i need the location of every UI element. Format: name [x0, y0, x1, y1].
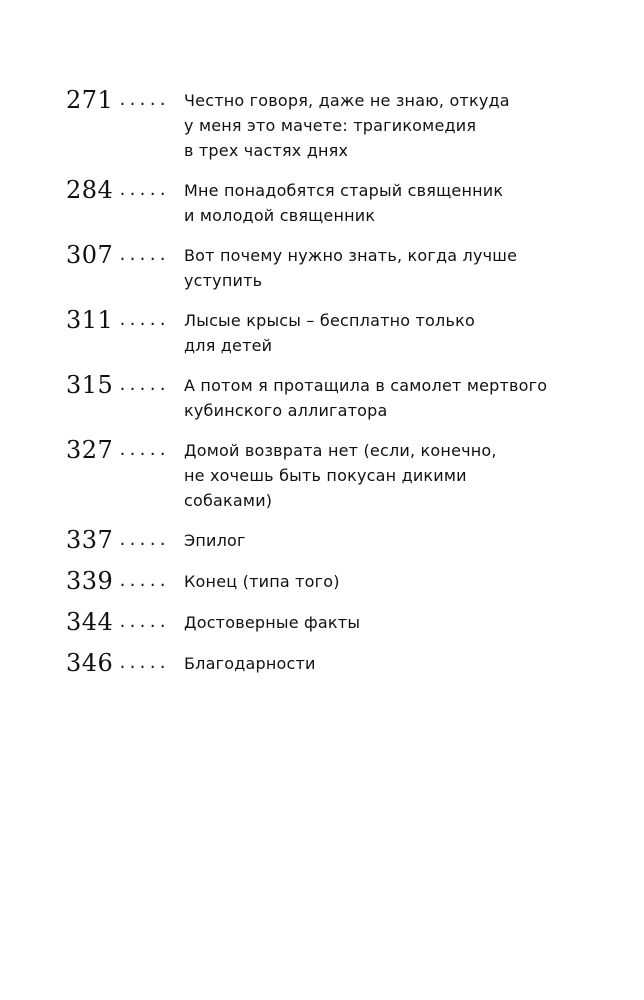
chapter-title-line: у меня это мачете: трагикомедия: [184, 116, 477, 135]
chapter-title-line: Мне понадобятся старый священник: [184, 181, 504, 200]
page-number: 344: [66, 608, 114, 636]
dot-leader: .....: [118, 246, 169, 264]
page-number: 315: [66, 371, 114, 399]
chapter-title-line: собаками): [184, 491, 273, 510]
chapter-title-line: Достоверные факты: [184, 613, 361, 632]
chapter-title-line: Честно говоря, даже не знаю, откуда: [184, 91, 510, 110]
chapter-title: [184, 86, 586, 163]
page-number: 327: [66, 436, 114, 464]
chapter-title-line: и молодой священник: [184, 206, 376, 225]
toc-entry[interactable]: [66, 176, 586, 228]
page-number: 337: [66, 526, 114, 554]
toc-entry[interactable]: [66, 567, 586, 595]
dot-leader: .....: [118, 654, 169, 672]
table-of-contents: [66, 86, 586, 690]
page-number: 307: [66, 241, 114, 269]
dot-leader: .....: [118, 91, 169, 109]
page-number: 271: [66, 86, 114, 114]
toc-entry[interactable]: [66, 608, 586, 636]
chapter-title: [184, 567, 586, 594]
dot-leader: .....: [118, 181, 169, 199]
chapter-title-line: Благодарности: [184, 654, 316, 673]
chapter-title-line: для детей: [184, 336, 273, 355]
dot-leader: .....: [118, 311, 169, 329]
toc-entry[interactable]: [66, 649, 586, 677]
chapter-title-line: Лысые крысы – бесплатно только: [184, 311, 475, 330]
dot-leader: .....: [118, 613, 169, 631]
page-number: 346: [66, 649, 114, 677]
dot-leader: .....: [118, 531, 169, 549]
chapter-title: [184, 241, 586, 293]
chapter-title: [184, 176, 586, 228]
chapter-title-line: Домой возврата нет (если, конечно,: [184, 441, 497, 460]
page-number: 284: [66, 176, 114, 204]
dot-leader: .....: [118, 572, 169, 590]
chapter-title-line: Эпилог: [184, 531, 246, 550]
chapter-title-line: уступить: [184, 271, 263, 290]
toc-entry[interactable]: [66, 526, 586, 554]
chapter-title: [184, 436, 586, 513]
chapter-title-line: в трех частях днях: [184, 141, 349, 160]
toc-entry[interactable]: [66, 436, 586, 513]
chapter-title: [184, 526, 586, 553]
chapter-title: [184, 649, 586, 676]
toc-entry[interactable]: [66, 86, 586, 163]
page-number: 339: [66, 567, 114, 595]
chapter-title-line: не хочешь быть покусан дикими: [184, 466, 467, 485]
toc-entry[interactable]: [66, 371, 586, 423]
toc-entry[interactable]: [66, 306, 586, 358]
chapter-title: [184, 306, 586, 358]
chapter-title: [184, 371, 586, 423]
chapter-title-line: А потом я протащила в самолет мертвого: [184, 376, 548, 395]
page-number: 311: [66, 306, 114, 334]
dot-leader: .....: [118, 441, 169, 459]
chapter-title-line: кубинского аллигатора: [184, 401, 388, 420]
chapter-title: [184, 608, 586, 635]
dot-leader: .....: [118, 376, 169, 394]
chapter-title-line: Вот почему нужно знать, когда лучше: [184, 246, 518, 265]
toc-entry[interactable]: [66, 241, 586, 293]
chapter-title-line: Конец (типа того): [184, 572, 340, 591]
